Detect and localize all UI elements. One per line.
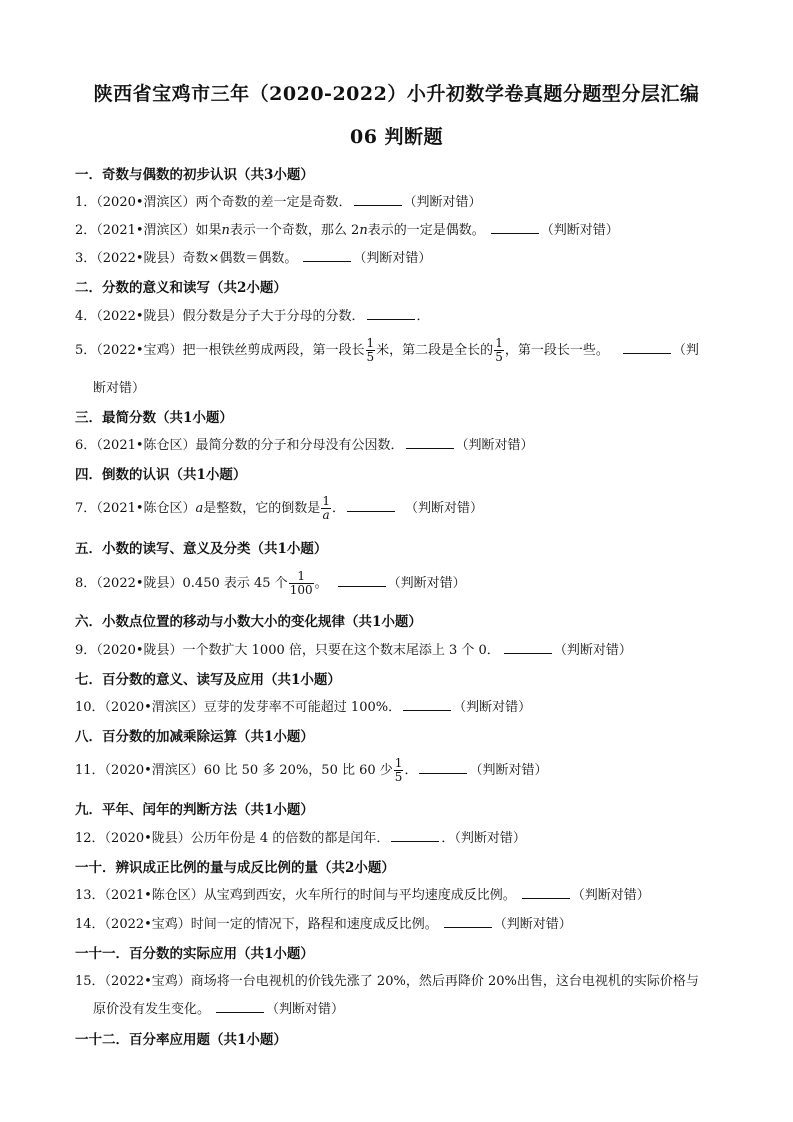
question-11: [75, 757, 547, 784]
answer-blank[interactable]: [391, 829, 439, 842]
question-suffix: （判: [672, 343, 699, 358]
question-suffix: （判断对错）: [453, 700, 532, 715]
question-suffix: （判断对错）: [387, 576, 466, 591]
question-13: [75, 884, 650, 903]
question-text: 米，第二段是全长的: [376, 343, 494, 358]
page-subtitle: 06 判断题: [349, 126, 444, 148]
section-heading: 六．小数点位置的移动与小数大小的变化规律（共1小题）: [75, 614, 422, 630]
question-7: [75, 495, 483, 522]
question-text: 9．（2020•陇县）一个数扩大 1000 倍，只要在这个数末尾添上 3 个 0．: [75, 643, 500, 658]
question-2: [75, 219, 619, 238]
question-suffix: （判断对错）: [403, 195, 482, 210]
question-text: 1．（2020•渭滨区）两个奇数的差一定是奇数．: [75, 195, 352, 210]
question-text: 12．（2020•陇县）公历年份是 4 的倍数的都是闰年．: [75, 831, 390, 846]
question-text: 7．（2021•陈仓区）: [75, 501, 196, 516]
question-suffix: （判断对错）: [404, 501, 483, 516]
question-1: [75, 191, 482, 210]
fraction: $\frac{1}{5}$: [366, 336, 375, 364]
answer-blank[interactable]: [444, 915, 492, 928]
variable: n: [359, 223, 368, 238]
answer-blank[interactable]: [367, 307, 415, 320]
section-heading: 一十．辨识成正比例的量与成反比例的量（共2小题）: [75, 860, 395, 876]
section-heading: 二．分数的意义和读写（共2小题）: [75, 280, 287, 296]
variable: n: [221, 223, 230, 238]
question-text: 5．（2022•宝鸡）把一根铁丝剪成两段，第一段长: [75, 343, 365, 358]
section-heading: 五．小数的读写、意义及分类（共1小题）: [75, 541, 328, 557]
section-heading: 一十二．百分率应用题（共1小题）: [75, 1032, 287, 1048]
question-suffix: （判断对错）: [493, 917, 572, 932]
question-14: [75, 913, 572, 932]
answer-blank[interactable]: [406, 436, 454, 449]
question-text: 8．（2022•陇县）0.450 表示 45 个: [75, 576, 288, 591]
question-text: 。: [314, 576, 328, 591]
question-text: 原价没有发生变化。: [93, 1002, 211, 1017]
section-heading: 四．倒数的认识（共1小题）: [75, 467, 247, 483]
answer-blank[interactable]: [623, 341, 671, 354]
question-text: 14．（2022•宝鸡）时间一定的情况下，路程和速度成反比例。: [75, 917, 438, 932]
section-heading: 三．最简分数（共1小题）: [75, 410, 233, 426]
question-suffix: （判断对错）: [540, 223, 619, 238]
answer-blank[interactable]: [347, 499, 395, 512]
question-text: 15．（2022•宝鸡）商场将一台电视机的价钱先涨了 20%，然后再降价 20%出售，这台电视机的实际价格与: [75, 974, 699, 989]
question-suffix: ．: [416, 309, 430, 324]
answer-blank[interactable]: [504, 641, 552, 654]
question-10: [75, 696, 531, 715]
question-text: 3．（2022•陇县）奇数×偶数＝偶数。: [75, 251, 298, 266]
question-suffix: （判断对错）: [266, 1002, 345, 1017]
question-suffix: （判断对错）: [353, 251, 432, 266]
question-8: [75, 570, 466, 597]
fraction: $\frac{1}{100}$: [289, 569, 313, 597]
section-heading: 一．奇数与偶数的初步认识（共3小题）: [75, 167, 314, 183]
answer-blank[interactable]: [491, 221, 539, 234]
question-4: [75, 305, 430, 324]
answer-blank[interactable]: [303, 249, 351, 262]
question-3: [75, 247, 431, 266]
question-9: [75, 639, 632, 658]
question-suffix: （判断对错）: [455, 438, 534, 453]
question-suffix: （判断对错）: [469, 763, 548, 778]
section-heading: 九．平年、闰年的判断方法（共1小题）: [75, 802, 314, 818]
answer-blank[interactable]: [354, 193, 402, 206]
question-suffix: （判断对错）: [553, 643, 632, 658]
variable: a: [195, 501, 204, 516]
question-text: 2．（2021•渭滨区）如果: [75, 223, 222, 238]
question-text: 13．（2021•陈仓区）从宝鸡到西安，火车所行的时间与平均速度成反比例。: [75, 888, 516, 903]
fraction: $\frac{1}{5}$: [394, 756, 403, 784]
question-text: 表示一个奇数，那么 2: [229, 223, 360, 238]
question-text: 表示的一定是偶数。: [367, 223, 485, 238]
section-heading: 七．百分数的意义、读写及应用（共1小题）: [75, 672, 341, 688]
answer-blank[interactable]: [403, 698, 451, 711]
question-text: ．: [331, 501, 345, 516]
question-suffix: ．（判断对错）: [441, 831, 526, 846]
question-12: [75, 827, 526, 846]
fraction: $\frac{1}{a}$: [322, 494, 330, 522]
section-heading: 一十一．百分数的实际应用（共1小题）: [75, 946, 314, 962]
question-text: 4．（2022•陇县）假分数是分子大于分母的分数．: [75, 309, 365, 324]
answer-blank[interactable]: [338, 574, 386, 587]
question-5-continued: 断对错）: [93, 381, 146, 396]
page-title: 陕西省宝鸡市三年（2020-2022）小升初数学卷真题分题型分层汇编: [93, 83, 700, 105]
question-text: ，第一段长一些。: [504, 343, 609, 358]
question-suffix: （判断对错）: [571, 888, 650, 903]
question-15-continued: [93, 998, 344, 1017]
fraction: $\frac{1}{5}$: [495, 336, 503, 364]
question-text: ．: [404, 763, 418, 778]
question-6: [75, 434, 534, 453]
question-text: 11．（2020•渭滨区）60 比 50 多 20%，50 比 60 少: [75, 763, 393, 778]
section-heading: 八．百分数的加减乘除运算（共1小题）: [75, 729, 314, 745]
answer-blank[interactable]: [216, 1000, 264, 1013]
question-text: 是整数，它的倒数是: [203, 501, 321, 516]
answer-blank[interactable]: [522, 886, 570, 899]
question-text: 10．（2020•渭滨区）豆芽的发芽率不可能超过 100%．: [75, 700, 402, 715]
question-5: [75, 337, 699, 364]
answer-blank[interactable]: [419, 761, 467, 774]
question-text: 6．（2021•陈仓区）最简分数的分子和分母没有公因数．: [75, 438, 404, 453]
question-15: [75, 970, 699, 989]
